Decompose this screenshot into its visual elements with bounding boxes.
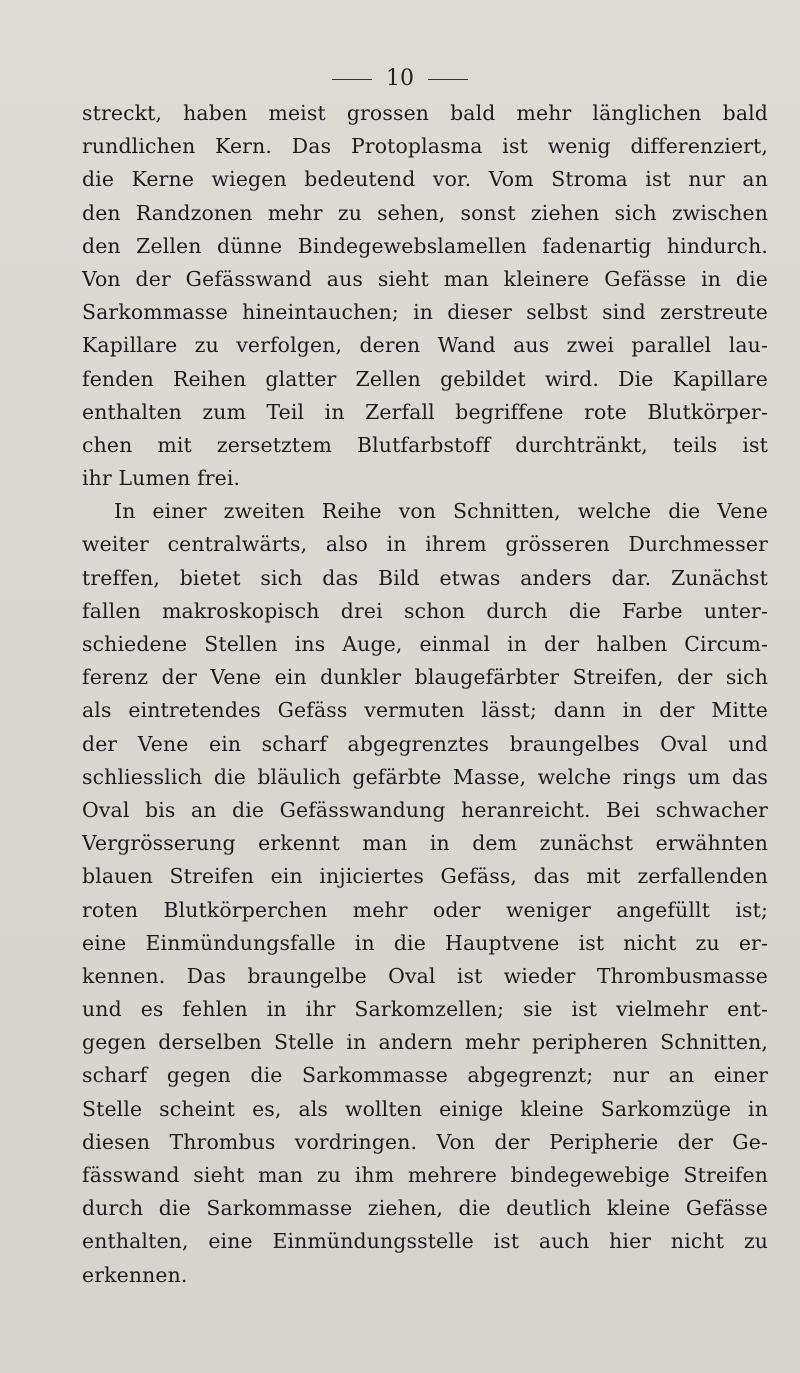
header-dash-right xyxy=(428,79,468,80)
body-text xyxy=(82,97,768,1292)
text-line: eine Einmündungsfalle in die Hauptvene ist nicht zu er- xyxy=(82,930,768,955)
text-line: streckt, haben meist grossen bald mehr länglichen bald xyxy=(82,101,768,125)
text-line: treffen, bietet sich das Bild etwas anders dar. Zunächst xyxy=(82,565,768,590)
text-line: gegen derselben Stelle in andern mehr peripheren Schnitten, xyxy=(82,1030,768,1055)
text-line: und es fehlen in ihr Sarkomzellen; sie ist vielmehr ent- xyxy=(82,997,768,1022)
header-dash-left xyxy=(332,79,372,80)
text-line: ihr Lumen frei. xyxy=(82,466,241,491)
text-line: den Randzonen mehr zu sehen, sonst ziehen sich zwischen xyxy=(82,200,768,225)
text-line: den Zellen dünne Bindegewebslamellen fadenartig hindurch. xyxy=(82,233,768,258)
text-line: fenden Reihen glatter Zellen gebildet wird. Die Kapillare xyxy=(82,366,768,391)
text-line: kennen. Das braungelbe Oval ist wieder Thrombusmasse xyxy=(82,963,768,988)
text-line: ferenz der Vene ein dunkler blaugefärbter Streifen, der sich xyxy=(82,665,768,690)
text-line: schliesslich die bläulich gefärbte Masse, welche rings um das xyxy=(82,764,768,789)
text-line: enthalten, eine Einmündungsstelle ist auch hier nicht zu xyxy=(82,1229,768,1254)
text-line: Von der Gefässwand aus sieht man kleinere Gefässe in die xyxy=(82,266,768,291)
text-line: scharf gegen die Sarkommasse abgegrenzt; nur an einer xyxy=(82,1063,768,1088)
text-line: diesen Thrombus vordringen. Von der Peripherie der Ge- xyxy=(82,1129,768,1154)
text-line: durch die Sarkommasse ziehen, die deutlich kleine Gefässe xyxy=(82,1196,768,1221)
text-line: weiter centralwärts, also in ihrem grösseren Durchmesser xyxy=(82,532,768,557)
text-line: Vergrösserung erkennt man in dem zunächst erwähnten xyxy=(82,831,768,856)
text-line: als eintretendes Gefäss vermuten lässt; dann in der Mitte xyxy=(82,698,768,723)
text-line: erkennen. xyxy=(82,1262,188,1287)
page-header xyxy=(0,66,800,91)
text-line: In einer zweiten Reihe von Schnitten, welche die Vene xyxy=(114,499,768,524)
text-line: die Kerne wiegen bedeutend vor. Vom Stroma ist nur an xyxy=(82,167,768,192)
text-line: fallen makroskopisch drei schon durch die Farbe unter- xyxy=(82,598,768,623)
text-line: enthalten zum Teil in Zerfall begriffene rote Blutkörper- xyxy=(82,399,768,424)
text-line: der Vene ein scharf abgegrenztes braungelbes Oval und xyxy=(82,731,768,756)
page-number: 10 xyxy=(386,66,414,91)
text-line: Sarkommasse hineintauchen; in dieser selbst sind zerstreute xyxy=(82,300,768,325)
text-line: Oval bis an die Gefässwandung heranreicht. Bei schwacher xyxy=(82,797,768,822)
text-line: roten Blutkörperchen mehr oder weniger angefüllt ist; xyxy=(82,897,768,922)
text-line: Stelle scheint es, als wollten einige kleine Sarkomzüge in xyxy=(82,1096,768,1121)
text-line: fässwand sieht man zu ihm mehrere bindegewebige Streifen xyxy=(82,1163,768,1187)
text-line: chen mit zersetztem Blutfarbstoff durchtränkt, teils ist xyxy=(82,432,768,457)
text-line: blauen Streifen ein injiciertes Gefäss, das mit zerfallenden xyxy=(82,864,768,889)
text-line: schiedene Stellen ins Auge, einmal in der halben Circum- xyxy=(82,632,768,656)
text-line: Kapillare zu verfolgen, deren Wand aus zwei parallel lau- xyxy=(82,333,768,358)
text-line: rundlichen Kern. Das Protoplasma ist wenig differenziert, xyxy=(82,134,768,159)
